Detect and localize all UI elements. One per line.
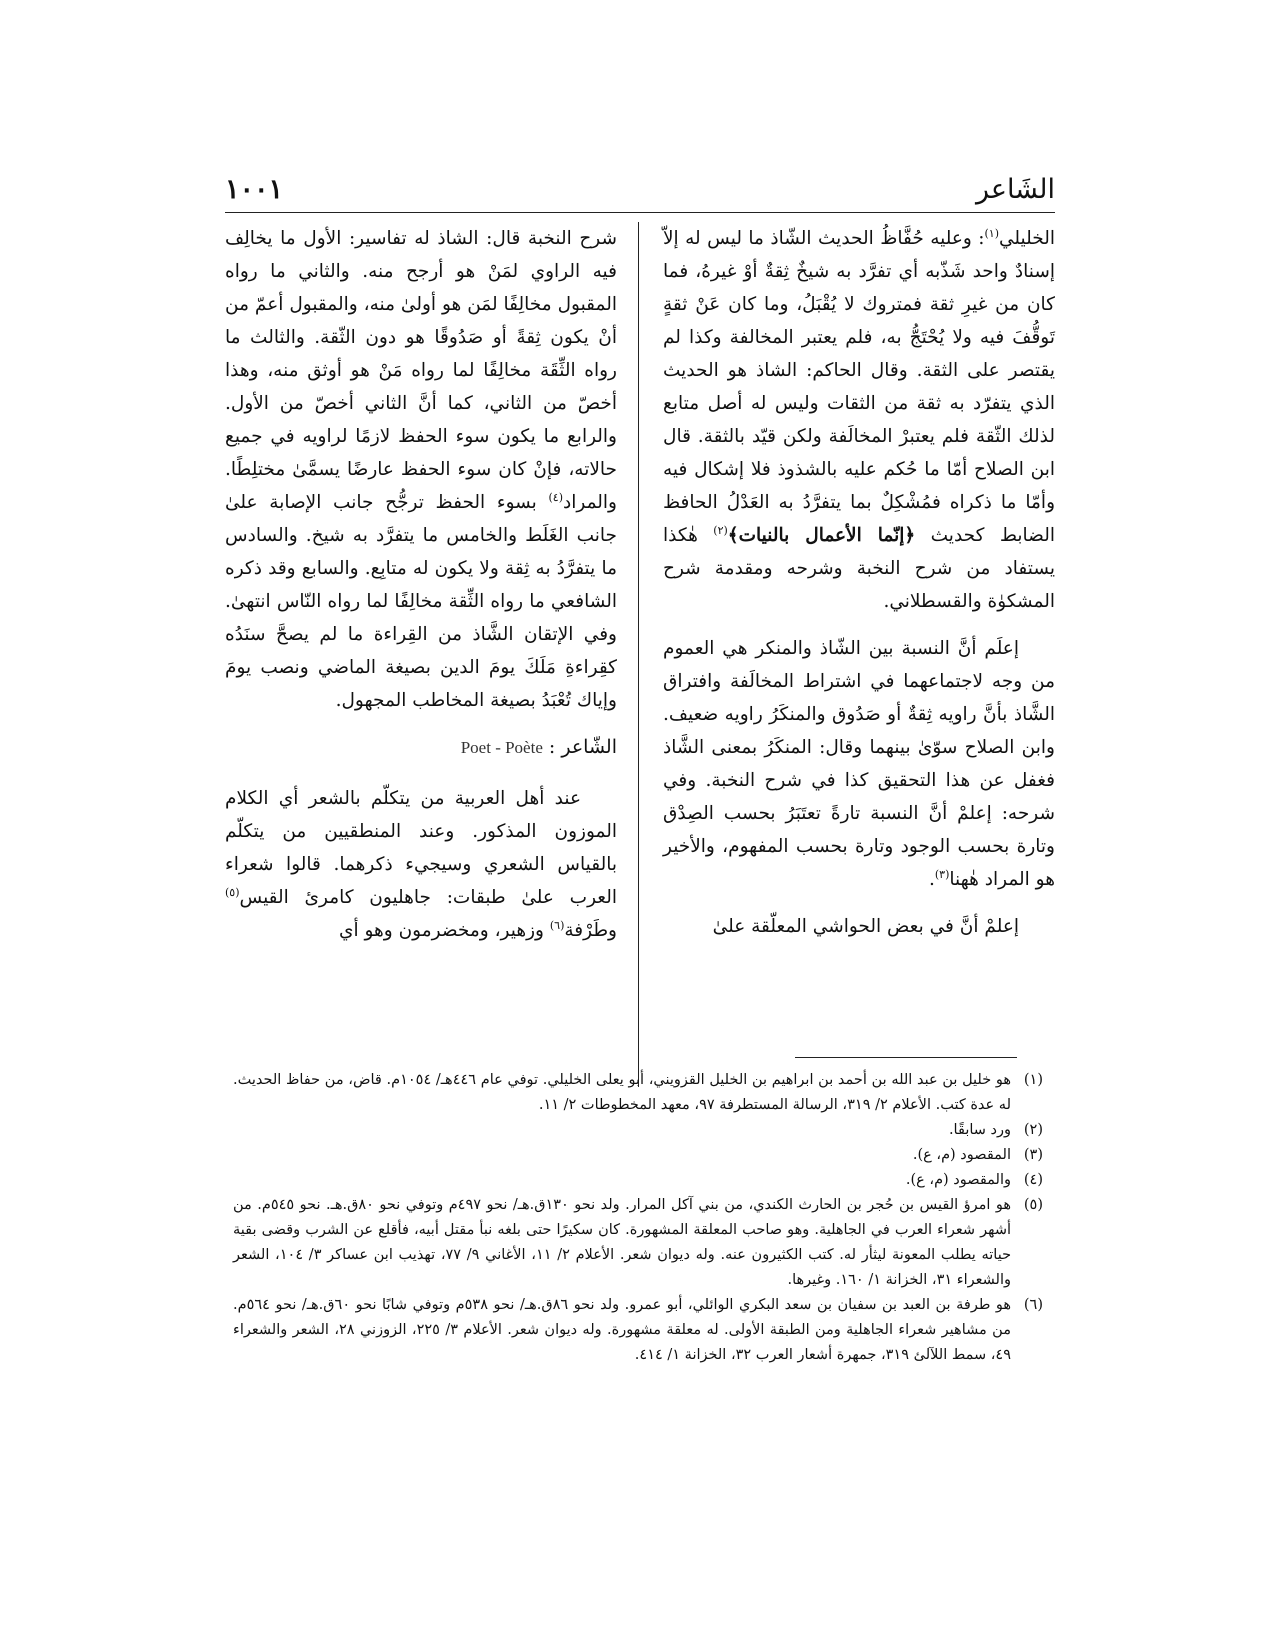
footnote-ref: (٤) [548, 490, 563, 504]
footnote-text: المقصود (م، ع). [912, 1147, 1011, 1163]
entry-term-latin: Poet - Poète [460, 738, 543, 757]
footnote-ref: (٣) [934, 867, 950, 881]
footnote-ref: (٥) [225, 885, 240, 899]
paragraph [663, 632, 1055, 896]
footnote-number: (١) [1023, 1072, 1043, 1088]
footnote-number: (٣) [1023, 1147, 1043, 1163]
page-header [225, 172, 1055, 212]
footnote-text: هو امرؤ القيس بن حُجر بن الحارث الكندي، من بني آكل المرار. ولد نحو ١٣٠ق.هـ/ نحو ٤٩٧م وتوفي نحو ٨٠ق.هـ. نحو ٥٤٥م. من أشهر شعراء العرب في الجاهلية. وهو صاحب المعلقة المشهورة. كان سكيرًا حتى بلغه نبأ مقتل أبيه، فأقلع عن الشرب وقضى بقية حياته يطلب المعونة ليثأر له. كتب الكثيرون عنه. وله ديوان شعر. الأعلام ٢/ ١١، الأغاني ٩/ ٧٧، تهذيب ابن عساكر ٣/ ١٠٤، الشعر والشعراء ٣١، الخزانة ١/ ١٦٠. وغيرها. [233, 1197, 1012, 1288]
entry-term-arabic: الشّاعر [561, 736, 617, 758]
column-divider [638, 222, 639, 1087]
text-run: : وعليه حُفَّاظُ الحديث الشّاذ ما ليس له إلاّ إسنادٌ واحد شَذّبه أي تفرَّد به شيخٌ ثِقةٌ أوْ غيرهُ، فما كان من غيرِ ثقة فمتروك لا يُقْبَلُ، وما كان عَنْ ثقةٍ تَوقُّفَ فيه ولا يُحْتَجُّ به، فلم يعتبر المخالفة وكذا لم يقتصر على الثقة. وقال الحاكم: الشاذ هو الحديث الذي يتفرّد به ثقة من الثقات وليس له أصل متابع لذلك الثّقة فلم يعتبرْ المخالَفة ولكن قيّد بالثقة. قال ابن الصلاح أمّا ما حُكم عليه بالشذوذ فلا إشكال فيه وأمّا ما ذكراه فمُشْكِلٌ بما يتفرَّدُ به العَدْلُ الحافظ الضابط كحديث [663, 228, 1055, 546]
right-column [663, 222, 1055, 957]
footnote [233, 1168, 1043, 1193]
footnote-ref: (٦) [549, 918, 565, 932]
paragraph [225, 782, 617, 947]
footnote-text: ورد سابقًا. [948, 1122, 1011, 1138]
text-run: وطَرْفة [564, 920, 617, 941]
footnotes [233, 1068, 1043, 1368]
footnote [233, 1143, 1043, 1168]
text-run: الخليلي [999, 228, 1055, 249]
text-run: . [928, 869, 935, 890]
text-run: وزهير، ومخضرمون وهو أي [338, 920, 550, 941]
paragraph [225, 222, 617, 717]
footnote [233, 1118, 1043, 1143]
entry-heading [225, 731, 617, 764]
page-number: ١٠٠١ [225, 174, 284, 205]
entry-separator: : [542, 736, 562, 758]
footnote-text: هو طرفة بن العبد بن سفيان بن سعد البكري الوائلي، أبو عمرو. ولد نحو ٨٦ق.هـ/ نحو ٥٣٨م وتوفي شابًا نحو ٦٠ق.هـ/ نحو ٥٦٤م. من مشاهير شعراء الجاهلية ومن الطبقة الأولى. له معلقة مشهورة. وله ديوان شعر. الأعلام ٣/ ٢٢٥، الزوزني ٢٨، الشعر والشعراء ٤٩، سمط اللآلئ ٣١٩، جمهرة أشعار العرب ٣٢، الخزانة ١/ ٤١٤. [233, 1297, 1012, 1363]
text-run: إعلمْ أنَّ في بعض الحواشي المعلّقة علىٰ [712, 916, 1019, 937]
left-column [225, 222, 617, 961]
text-run: هٰكذا يستفاد من شرح النخبة وشرحه ومقدمة شرح المشكوٰة والقسطلاني. [663, 525, 1055, 612]
quoted-hadith: ﴿إنّما الأعمال بالنيات﴾ [727, 525, 916, 546]
footnote-number: (٦) [1023, 1297, 1043, 1313]
header-rule [225, 212, 1055, 213]
paragraph [663, 910, 1055, 943]
text-run: بسوء الحفظ ترجُّح جانب الإصابة علىٰ جانب الغَلَط والخامس ما يتفرَّد به شيخ. والسادس ما يتفرَّدُ به ثِقة ولا يكون له متابِع. والسابع وقد ذكره الشافعي ما رواه الثِّقة مخالِفًا لما رواه النّاس انتهىٰ. وفي الإتقان الشَّاذ من القِراءة ما لم يصحَّ سنَدُه كقِراءةِ مَلَكَ يومَ الدين بصيغة الماضي ونصب يومَ وإياك تُعْبَدُ بصيغة المخاطب المجهول. [225, 492, 617, 711]
footnote-ref: (١) [984, 226, 1000, 240]
text-run: عند أهل العربية من يتكلّم بالشعر أي الكلام الموزون المذكور. وعند المنطقيين من يتكلّم بالقياس الشعري وسيجيء ذكرهما. قالوا شعراء العرب علىٰ طبقات: جاهليون كامرئ القيس [225, 788, 617, 908]
footnote-text: هو خليل بن عبد الله بن أحمد بن ابراهيم بن الخليل القزويني، أبو يعلى الخليلي. توفي عام ٤٤٦هـ/ ١٠٥٤م. قاض، من حفاظ الحديث. له عدة كتب. الأعلام ٢/ ٣١٩، الرسالة المستطرفة ٩٧، معهد المخطوطات ٢/ ١١. [233, 1072, 1012, 1113]
text-run: شرح النخبة قال: الشاذ له تفاسير: الأول ما يخالِف فيه الراوي لمَنْ هو أرجح منه. والثاني ما رواه المقبول مخالِفًا لمَن هو أولىٰ منه، والمقبول أعمّ من أنْ يكون ثِقةً أو صَدُوقًا هو دون الثّقة. والثالث ما رواه الثِّقَة مخالِفًا لما رواه مَنْ هو أوثق منه، وهذا أخصّ من الثاني، كما أنَّ الثاني أخصّ من الأول. والرابع ما يكون سوء الحفظ لازمًا لراويه في جميع حالاته، فإنْ كان سوء الحفظ عارضًا يسمَّىٰ مختلِطًا. والمراد [225, 228, 617, 513]
footnote [233, 1193, 1043, 1293]
footnote-number: (٤) [1023, 1172, 1043, 1188]
footnote-ref: (٢) [713, 523, 728, 537]
footnote-rule [795, 1057, 1017, 1058]
paragraph [663, 222, 1055, 618]
footnote [233, 1293, 1043, 1368]
footnote-number: (٥) [1023, 1197, 1043, 1213]
text-run: إعلَم أنَّ النسبة بين الشّاذ والمنكر هي العموم من وجه لاجتماعهما في اشتراط المخالَفة وافتراق الشَّاذ بأنَّ راويه ثِقةٌ أو صَدُوق والمنكَرُ راويه ضعيف. وابن الصلاح سوّىٰ بينهما وقال: المنكَرُ بمعنى الشَّاذ فغفل عن هذا التحقيق كذا في شرح النخبة. وفي شرحه: إعلمْ أنَّ النسبة تارةً تعتَبَرُ بحسب الصِدْق وتارة بحسب الوجود وتارة بحسب المفهوم، والأخير هو المراد هٰهنا [663, 638, 1055, 890]
footnote-text: والمقصود (م، ع). [905, 1172, 1011, 1188]
running-title: الشَاعر [975, 174, 1055, 205]
footnote-number: (٢) [1023, 1122, 1043, 1138]
footnote [233, 1068, 1043, 1118]
